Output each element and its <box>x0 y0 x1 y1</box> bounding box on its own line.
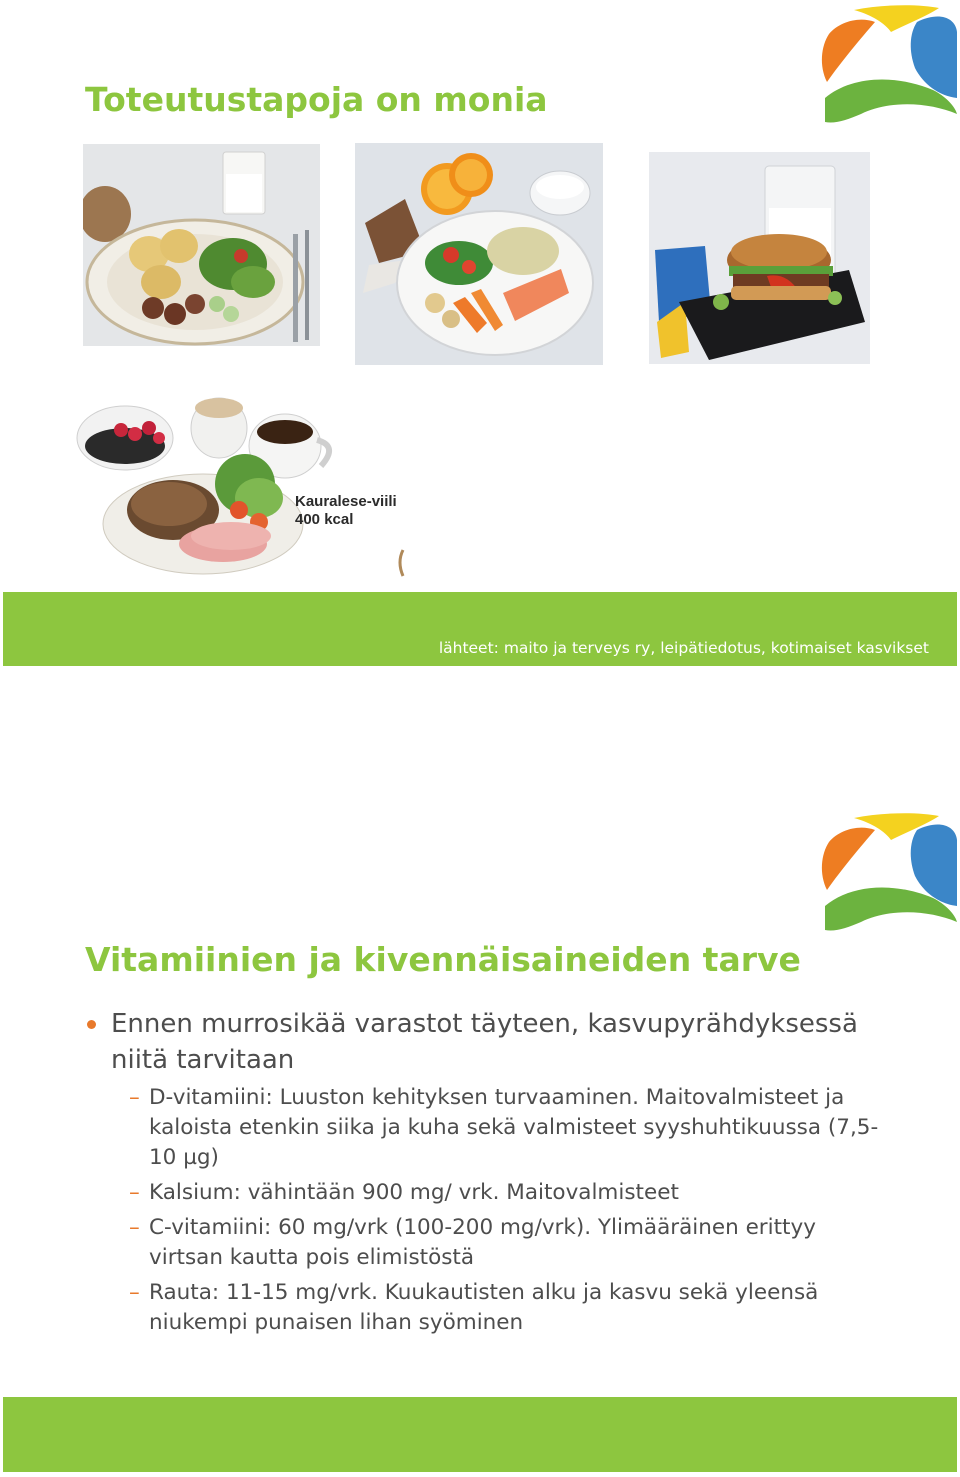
sub-bullet-iron <box>129 1278 887 1338</box>
photo-breakfast-meal <box>73 386 409 580</box>
stylized-person-logo-icon <box>799 810 957 934</box>
slide-title: Vitamiinien ja kivennäisaineiden tarve <box>85 940 801 979</box>
sub-bullet-text: Rauta: 11-15 mg/vrk. Kuukautisten alku ja kasvu sekä yleensä niukempi punaisen lihan syöminen <box>149 1280 819 1335</box>
stylized-person-logo-icon <box>799 2 957 126</box>
sub-bullet-text: D-vitamiini: Luuston kehityksen turvaaminen. Maitovalmisteet ja kaloista etenkin siika ja kuha sekä valmisteet syyshuhtikuussa (7,5-10 µg) <box>149 1085 879 1170</box>
slide-title: Toteutustapoja on monia <box>85 80 548 119</box>
sources-text: lähteet: maito ja terveys ry, leipätiedotus, kotimaiset kasvikset <box>438 639 929 657</box>
sub-bullet-calcium <box>129 1178 887 1208</box>
photo-potato-meal <box>83 144 320 346</box>
main-bullet-text: Ennen murrosikää varastot täyteen, kasvupyrähdyksessä niitä tarvitaan <box>111 1009 858 1075</box>
sub-bullet-c-vitamin <box>129 1213 887 1273</box>
dash-icon: – <box>129 1280 140 1305</box>
main-bullet <box>87 1006 887 1078</box>
dash-icon: – <box>129 1180 140 1205</box>
sub-bullet-text: Kalsium: vähintään 900 mg/ vrk. Maitovalmisteet <box>149 1180 679 1205</box>
bullet-list <box>87 1006 887 1343</box>
sub-bullet-d-vitamin <box>129 1083 887 1173</box>
photo-hamburger-meal <box>649 152 870 364</box>
orange-dot-icon <box>87 1020 96 1029</box>
slide-footer-bar <box>3 592 957 666</box>
slide-1 <box>3 2 957 666</box>
sub-bullet-text: C-vitamiini: 60 mg/vrk (100-200 mg/vrk). Ylimääräinen erittyy virtsan kautta pois elimistöstä <box>149 1215 816 1270</box>
dash-icon: – <box>129 1085 140 1110</box>
dash-icon: – <box>129 1215 140 1240</box>
photo-caption-name: Kauralese-viili <box>295 493 397 510</box>
slide-footer-bar <box>3 1397 957 1472</box>
slide-2 <box>3 810 957 1472</box>
photo-caption-kcal: 400 kcal <box>295 511 354 528</box>
sub-bullet-list <box>87 1083 887 1338</box>
photo-salmon-meal <box>355 143 603 365</box>
